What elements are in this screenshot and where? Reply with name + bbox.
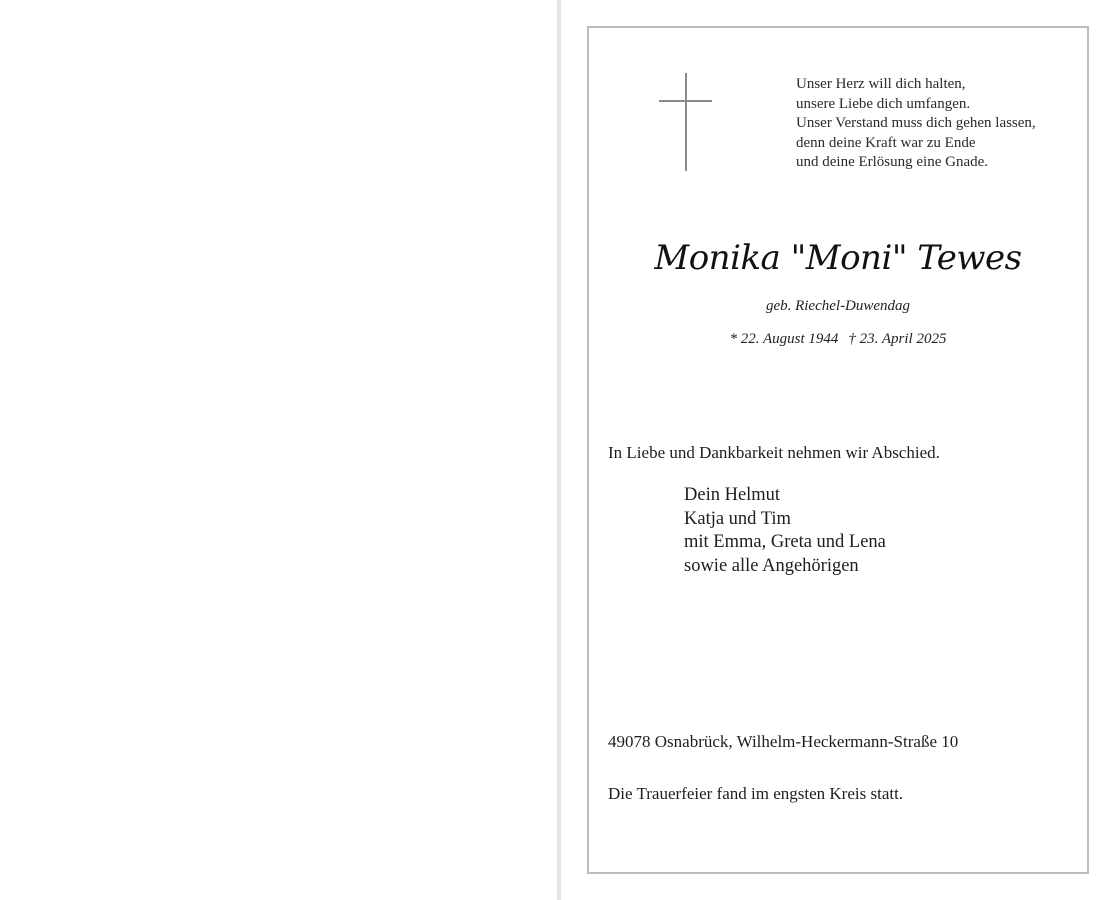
cross-icon [659, 73, 715, 171]
farewell-text: In Liebe und Dankbarkeit nehmen wir Abschied. [608, 443, 940, 462]
poem-line: unsere Liebe dich umfangen. [796, 95, 971, 112]
blank-left-page [0, 0, 557, 900]
address: 49078 Osnabrück, Wilhelm-Heckermann-Straße 10 [608, 732, 959, 751]
life-dates [589, 331, 1087, 348]
obituary-notice [587, 26, 1089, 874]
birth-date: * 22. August 1944 [729, 331, 839, 347]
family-line: mit Emma, Greta und Lena [684, 532, 886, 552]
poem-line: denn deine Kraft war zu Ende [796, 134, 976, 151]
poem-line: und deine Erlösung eine Gnade. [796, 154, 989, 170]
poem [796, 75, 1086, 173]
birth-name: geb. Riechel-Duwendag [765, 298, 911, 314]
family-line: sowie alle Angehörigen [684, 555, 859, 576]
poem-line: Unser Verstand muss dich gehen lassen, [796, 115, 1036, 131]
family-line: Katja und Tim [684, 508, 791, 529]
family-list [684, 484, 886, 578]
page-divider [557, 0, 561, 900]
deceased-name: Monika "Moni" Tewes [654, 238, 1022, 278]
family-line: Dein Helmut [684, 485, 781, 505]
ceremony-note: Die Trauerfeier fand im engsten Kreis statt. [608, 784, 904, 803]
death-date: † 23. April 2025 [848, 331, 947, 347]
poem-line: Unser Herz will dich halten, [796, 76, 966, 92]
